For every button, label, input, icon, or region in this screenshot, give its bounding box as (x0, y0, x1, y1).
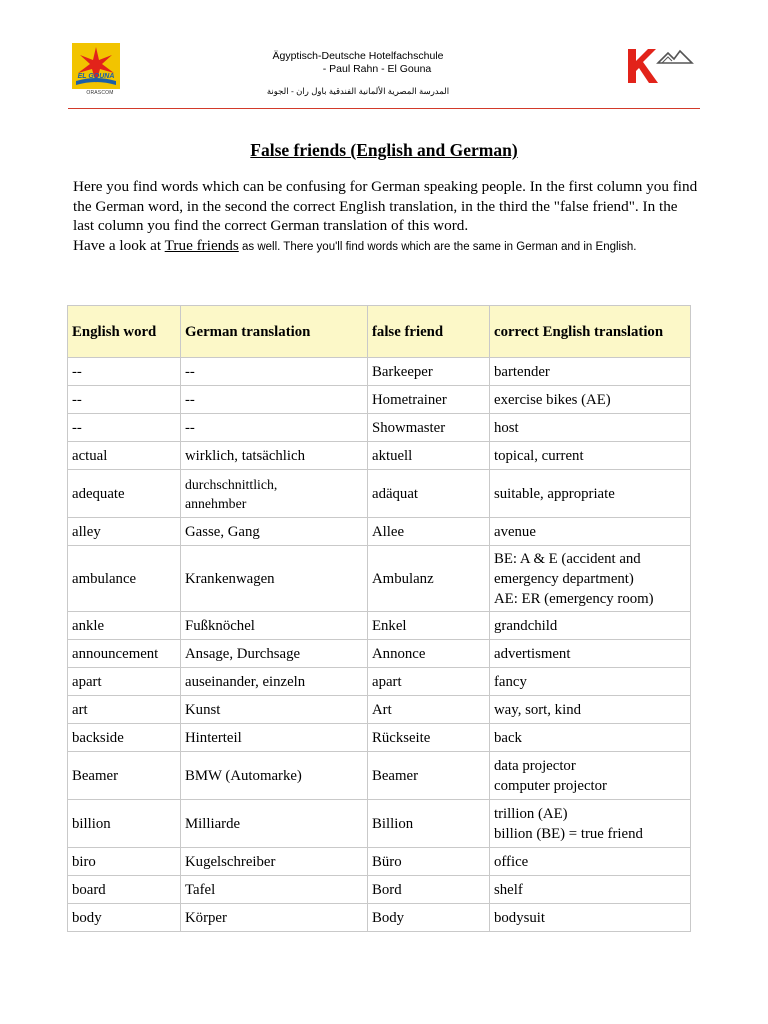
intro-lead: Have a look at (73, 236, 165, 254)
cell-correct-english: back (490, 724, 691, 752)
table-row (68, 696, 691, 724)
cell-german-translation: Kugelschreiber (181, 848, 368, 876)
false-friends-table (67, 305, 691, 932)
cell-correct-english: grandchild (490, 612, 691, 640)
cell-german-translation: Fußknöchel (181, 612, 368, 640)
page-title: False friends (English and German) (250, 140, 518, 160)
cell-false-friend: Rückseite (368, 724, 490, 752)
table-row (68, 546, 691, 612)
cell-false-friend: Ambulanz (368, 546, 490, 612)
cell-german-translation: Krankenwagen (181, 546, 368, 612)
cell-false-friend: Beamer (368, 752, 490, 800)
cell-english-word: apart (68, 668, 181, 696)
page-header (68, 40, 700, 108)
cell-english-word: -- (68, 386, 181, 414)
cell-german-translation: Gasse, Gang (181, 518, 368, 546)
true-friends-link[interactable]: True friends (164, 236, 239, 254)
cell-english-word: alley (68, 518, 181, 546)
el-gouna-logo (72, 43, 120, 99)
cell-english-word: ambulance (68, 546, 181, 612)
k-logo (628, 43, 696, 85)
cell-german-translation: Tafel (181, 876, 368, 904)
cell-german-translation: Ansage, Durchsage (181, 640, 368, 668)
table-row (68, 442, 691, 470)
cell-english-word: body (68, 904, 181, 932)
table-row (68, 904, 691, 932)
cell-correct-english: host (490, 414, 691, 442)
table-header-row (68, 306, 691, 358)
cell-correct-english: advertisment (490, 640, 691, 668)
cell-correct-english: shelf (490, 876, 691, 904)
cell-false-friend: Barkeeper (368, 358, 490, 386)
school-name (228, 50, 488, 98)
school-name-line1: Ägyptisch-Deutsche Hotelfachschule (272, 50, 444, 62)
table-row (68, 612, 691, 640)
cell-false-friend: Annonce (368, 640, 490, 668)
table-row (68, 668, 691, 696)
cell-correct-english: bartender (490, 358, 691, 386)
table-row (68, 848, 691, 876)
cell-german-translation: wirklich, tatsächlich (181, 442, 368, 470)
cell-english-word: -- (68, 414, 181, 442)
cell-false-friend: apart (368, 668, 490, 696)
cell-english-word: biro (68, 848, 181, 876)
cell-german-translation: -- (181, 414, 368, 442)
cell-correct-english: topical, current (490, 442, 691, 470)
cell-english-word: actual (68, 442, 181, 470)
intro-paragraph: Here you find words which can be confusing for German speaking people. In the first column you find the German word, in the second the correct English translation, in the third the "false friend". In the last column you find the correct German translation of this word. (73, 178, 698, 234)
cell-false-friend: Art (368, 696, 490, 724)
table-row (68, 414, 691, 442)
cell-german-translation: -- (181, 358, 368, 386)
header-correct-english: correct English translation (490, 306, 691, 358)
cell-german-translation: BMW (Automarke) (181, 752, 368, 800)
cell-false-friend: Billion (368, 800, 490, 848)
header-german-translation: German translation (181, 306, 368, 358)
cell-false-friend: aktuell (368, 442, 490, 470)
cell-german-translation: durchschnittlich, annehmber (181, 470, 368, 518)
cell-english-word: announcement (68, 640, 181, 668)
cell-english-word: Beamer (68, 752, 181, 800)
table-row (68, 876, 691, 904)
cell-correct-english: trillion (AE) billion (BE) = true friend (490, 800, 691, 848)
header-divider (68, 108, 700, 109)
cell-false-friend: Hometrainer (368, 386, 490, 414)
school-name-arabic: المدرسة المصرية الألمانية الفندقية باول ران - الجونة (266, 86, 450, 96)
table-row (68, 358, 691, 386)
cell-english-word: ankle (68, 612, 181, 640)
table-row (68, 752, 691, 800)
intro-text (73, 177, 701, 255)
cell-english-word: board (68, 876, 181, 904)
cell-correct-english: avenue (490, 518, 691, 546)
cell-correct-english: fancy (490, 668, 691, 696)
table-row (68, 518, 691, 546)
cell-german-translation: Hinterteil (181, 724, 368, 752)
cell-english-word: billion (68, 800, 181, 848)
cell-correct-english: suitable, appropriate (490, 470, 691, 518)
cell-german-translation: Körper (181, 904, 368, 932)
cell-german-translation: auseinander, einzeln (181, 668, 368, 696)
intro-small-note: as well. There you'll find words which are the same in German and in English. (238, 240, 637, 253)
cell-correct-english: data projector computer projector (490, 752, 691, 800)
cell-german-translation: -- (181, 386, 368, 414)
cell-false-friend: Enkel (368, 612, 490, 640)
table-row (68, 640, 691, 668)
cell-german-translation: Kunst (181, 696, 368, 724)
school-name-line2: - Paul Rahn - El Gouna (322, 63, 432, 75)
table-row (68, 724, 691, 752)
cell-false-friend: Bord (368, 876, 490, 904)
cell-correct-english: exercise bikes (AE) (490, 386, 691, 414)
cell-correct-english: office (490, 848, 691, 876)
cell-english-word: art (68, 696, 181, 724)
logo-caption: ORASCOM (86, 90, 114, 96)
header-false-friend: false friend (368, 306, 490, 358)
cell-correct-english: BE: A & E (accident and emergency department) AE: ER (emergency room) (490, 546, 691, 612)
table-row (68, 386, 691, 414)
header-english-word: English word (68, 306, 181, 358)
cell-english-word: adequate (68, 470, 181, 518)
cell-correct-english: way, sort, kind (490, 696, 691, 724)
cell-german-translation: Milliarde (181, 800, 368, 848)
cell-english-word: backside (68, 724, 181, 752)
table-row (68, 470, 691, 518)
logo-text: EL GOUNA (77, 73, 115, 80)
cell-false-friend: Büro (368, 848, 490, 876)
cell-false-friend: Allee (368, 518, 490, 546)
cell-english-word: -- (68, 358, 181, 386)
table-row (68, 800, 691, 848)
cell-false-friend: adäquat (368, 470, 490, 518)
cell-false-friend: Showmaster (368, 414, 490, 442)
cell-false-friend: Body (368, 904, 490, 932)
cell-correct-english: bodysuit (490, 904, 691, 932)
